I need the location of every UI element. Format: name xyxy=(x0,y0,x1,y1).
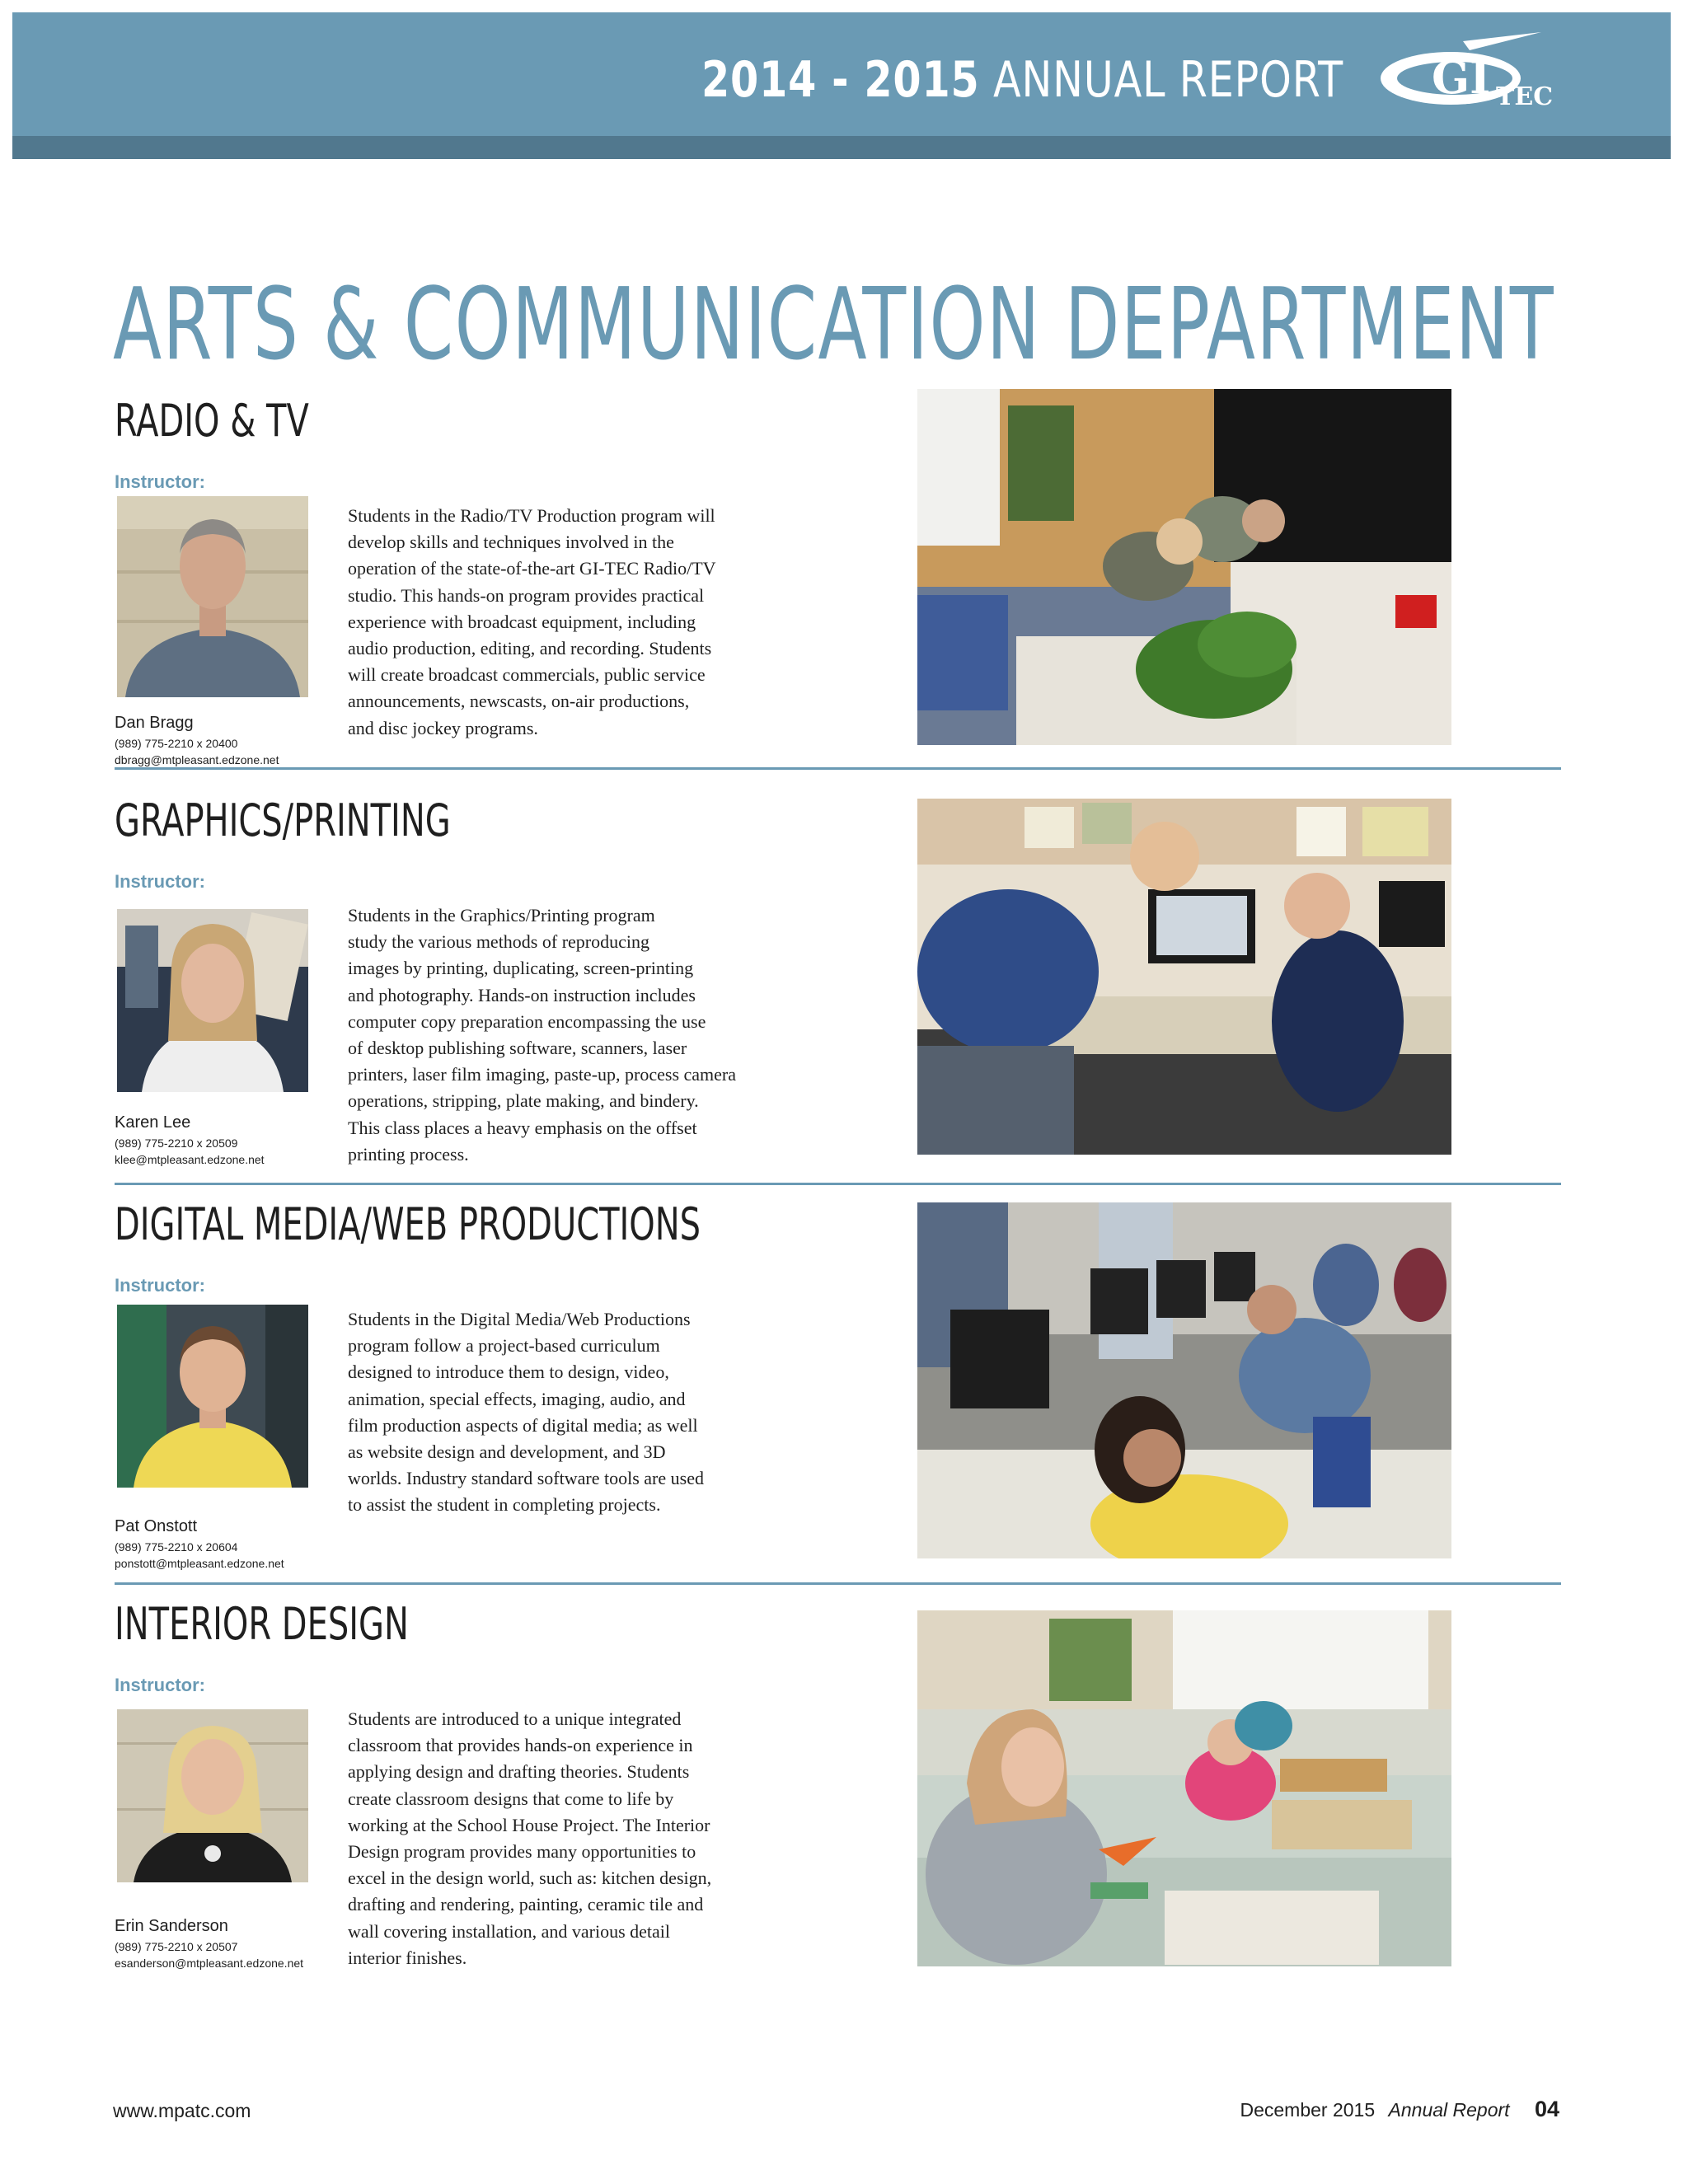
instructor-email: klee@mtpleasant.edzone.net xyxy=(115,1153,265,1166)
program-description: Students in the Graphics/Printing program study the various methods of reproducing images by printing, duplicating, screen-printing and photography. Hands-on instruction includes computer copy preparation encompassing the use of desktop publishing software, scanners, laser printers, laser film imaging, paste-up, process camera operations, stripping, plate making, and bindery. This class places a heavy emphasis on the offset printing process. xyxy=(348,905,737,1165)
report-label: ANNUAL REPORT xyxy=(993,51,1343,109)
instructor-email: esanderson@mtpleasant.edzone.net xyxy=(115,1957,304,1970)
instructor-label: Instructor: xyxy=(115,1275,205,1296)
instructor-label: Instructor: xyxy=(115,871,205,892)
program-description: Students in the Digital Media/Web Productions program follow a project-based curriculum designed to introduce them to design, video, animation, special effects, imaging, audio, and film production aspects of digital media; as well as website design and development, and 3D worlds. Industry standard software tools are used to assist the student in completing projects. xyxy=(348,1309,704,1516)
gi-tec-logo xyxy=(1372,29,1562,120)
instructor-email: ponstott@mtpleasant.edzone.net xyxy=(115,1557,284,1570)
svg-text:GI: GI xyxy=(1432,51,1491,104)
program-description: Students in the Radio/TV Production program will develop skills and techniques involved in the operation of the state-of-the-art GI-TEC Radio/TV studio. This hands-on program provides practical experience with broadcast equipment, including audio production, editing, and recording. Students will create broadcast commercials, public service announcements, newscasts, on-air productions, and disc jockey programs. xyxy=(348,505,716,738)
section-divider xyxy=(115,1582,1561,1585)
svg-text:TEC: TEC xyxy=(1496,82,1554,111)
instructor-label: Instructor: xyxy=(115,1675,205,1695)
instructor-name: Karen Lee xyxy=(115,1113,191,1132)
instructor-phone: (989) 775-2210 x 20400 xyxy=(115,737,238,750)
section-divider xyxy=(115,1183,1561,1185)
section-title: RADIO & TV xyxy=(115,395,309,447)
instructor-phone: (989) 775-2210 x 20604 xyxy=(115,1540,238,1554)
footer-info xyxy=(1240,2097,1559,2122)
header-shadow xyxy=(12,136,1671,159)
instructor-name: Erin Sanderson xyxy=(115,1917,228,1935)
instructor-name: Dan Bragg xyxy=(115,714,194,732)
program-description: Students are introduced to a unique integrated classroom that provides hands-on experience in applying design and drafting theories. Students create classroom designs that come to life by working at the School House Project. The Interior Design program provides many opportunities to excel in the design world, such as: kitchen design, drafting and rendering, painting, ceramic tile and wall covering installation, and various detail interior finishes. xyxy=(348,1708,712,1968)
footer-publication: Annual Report xyxy=(1388,2099,1510,2121)
instructor-phone: (989) 775-2210 x 20507 xyxy=(115,1940,238,1953)
instructor-photo xyxy=(117,909,308,1092)
instructor-photo xyxy=(117,1305,308,1488)
instructor-name: Pat Onstott xyxy=(115,1517,198,1535)
footer-date: December 2015 xyxy=(1240,2099,1376,2121)
department-title: ARTS & COMMUNICATION DEPARTMENT xyxy=(113,268,1555,382)
program-photo xyxy=(917,799,1451,1155)
instructor-email: dbragg@mtpleasant.edzone.net xyxy=(115,753,279,766)
program-photo xyxy=(917,1202,1451,1558)
instructor-photo xyxy=(117,496,308,697)
section-divider xyxy=(115,767,1561,770)
section-title: GRAPHICS/PRINTING xyxy=(115,794,451,846)
page-number: 04 xyxy=(1534,2097,1559,2121)
instructor-photo xyxy=(117,1709,308,1882)
instructor-phone: (989) 775-2210 x 20509 xyxy=(115,1137,238,1150)
report-years: 2014 - 2015 xyxy=(701,51,980,109)
report-title xyxy=(701,51,1343,109)
program-photo xyxy=(917,1610,1451,1966)
section-title: DIGITAL MEDIA/WEB PRODUCTIONS xyxy=(115,1198,701,1250)
footer-website: www.mpatc.com xyxy=(113,2100,251,2121)
instructor-label: Instructor: xyxy=(115,471,205,492)
section-title: INTERIOR DESIGN xyxy=(115,1598,409,1650)
program-photo xyxy=(917,389,1451,745)
